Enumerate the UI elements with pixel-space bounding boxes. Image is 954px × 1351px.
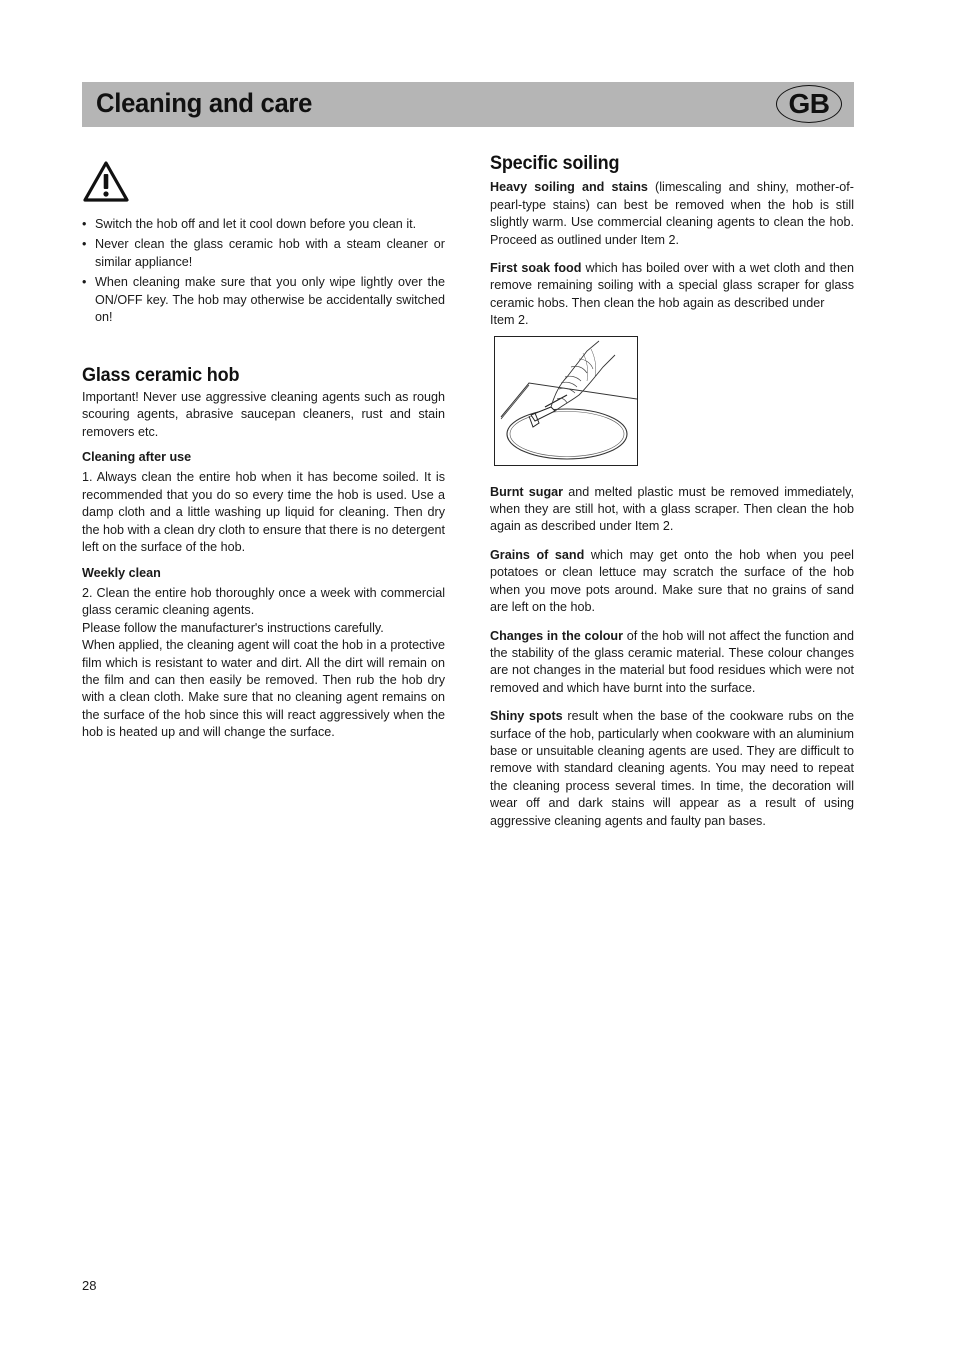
glass-ceramic-intro: Important! Never use aggressive cleaning agents such as rough scouring agents, abrasive saucepan cleaners, rust and stain removers etc. <box>82 389 445 439</box>
first-soak-paragraph: First soak food which has boiled over with a wet cloth and then remove remaining soiling with a special glass scraper for glass ceramic hobs. Then clean the hob again as described under <box>490 261 854 310</box>
grains-of-sand-paragraph: Grains of sand which may get onto the hob when you peel potatoes or clean lettuce may scratch the surface of the hob when you move pots around. Make sure that no grains of sand are left on the hob. <box>490 547 854 615</box>
cleaning-after-use-text: 1. Always clean the entire hob when it has become soiled. It is recommended that you do so every time the hob is used. Use a damp cloth and a little washing up liquid for cleaning. Then dry the hob with a clean dry cloth to ensure that there is no detergent left on the surface of the hob. <box>82 470 445 555</box>
heavy-soiling-term: Heavy soiling and stains <box>490 180 648 195</box>
left-column <box>82 160 445 742</box>
heavy-soiling-paragraph: Heavy soiling and stains (limescaling and shiny, mother-of-pearl-type stains) can best be removed when the hob is still slightly warm. Use commercial cleaning agents to clean the hob. Proceed as outlined under Item 2. <box>490 180 854 247</box>
colour-changes-term: Changes in the colour <box>490 628 624 643</box>
header-bar <box>82 82 854 127</box>
weekly-clean-text-2: Please follow the manufacturer's instructions carefully. <box>82 620 384 635</box>
grains-of-sand-term: Grains of sand <box>490 547 585 562</box>
scraper-figure <box>494 336 638 466</box>
section-heading-glass-ceramic: Glass ceramic hob <box>82 365 240 387</box>
first-soak-tail: Item 2. <box>490 313 529 328</box>
scraper-illustration-icon <box>495 337 637 465</box>
shiny-spots-term: Shiny spots <box>490 709 563 724</box>
shiny-spots-paragraph: Shiny spots result when the base of the cookware rubs on the surface of the hob, particularly when cookware with an aluminium base or unsuitable cleaning agents are used. They are difficult to remove with standard cleaning agents. You may need to repeat the cleaning process several times. In time, the decoration will wear off and dark stains will appear as a result of using aggressive cleaning agents and faulty pan bases. <box>490 709 855 828</box>
language-badge: GB <box>776 85 842 123</box>
burnt-sugar-term: Burnt sugar <box>490 484 564 499</box>
burnt-sugar-paragraph: Burnt sugar and melted plastic must be removed immediately, when they are still hot, with a glass scraper. Then clean the hob again as described under Item 2. <box>490 484 854 534</box>
right-column <box>490 155 854 830</box>
list-item: • When cleaning make sure that you only wipe lightly over the ON/OFF key. The hob may otherwise be accidentally switched on! <box>82 274 445 326</box>
list-item: • Never clean the glass ceramic hob with a steam cleaner or similar appliance! <box>82 236 445 271</box>
page-title: Cleaning and care <box>96 88 313 118</box>
page-number: 28 <box>82 1278 97 1293</box>
subheading-cleaning-after-use: Cleaning after use <box>82 450 192 465</box>
warning-triangle-icon <box>82 160 130 203</box>
warning-list <box>82 216 445 326</box>
list-item: • Switch the hob off and let it cool down before you clean it. <box>82 216 445 233</box>
colour-changes-paragraph: Changes in the colour of the hob will not affect the function and the stability of the glass ceramic material. These colour changes are not changes in the material but food residues which were not removed and which have burnt into the surface. <box>490 628 854 695</box>
weekly-clean-text-3: When applied, the cleaning agent will coat the hob in a protective film which is resistant to water and dirt. All the dirt will remain on the film and can then easily be removed. Then rub the hob dry with a clean cloth. Make sure that no cleaning agent remains on the surface of the hob since this will react aggressively when the hob is heated up and will change the surface. <box>82 638 445 740</box>
section-heading-specific-soiling: Specific soiling <box>490 153 620 174</box>
first-soak-term: First soak food <box>490 261 582 276</box>
subheading-weekly-clean: Weekly clean <box>82 565 161 580</box>
weekly-clean-text-1: 2. Clean the entire hob thoroughly once a week with commercial glass ceramic cleaning agents. <box>82 585 445 618</box>
